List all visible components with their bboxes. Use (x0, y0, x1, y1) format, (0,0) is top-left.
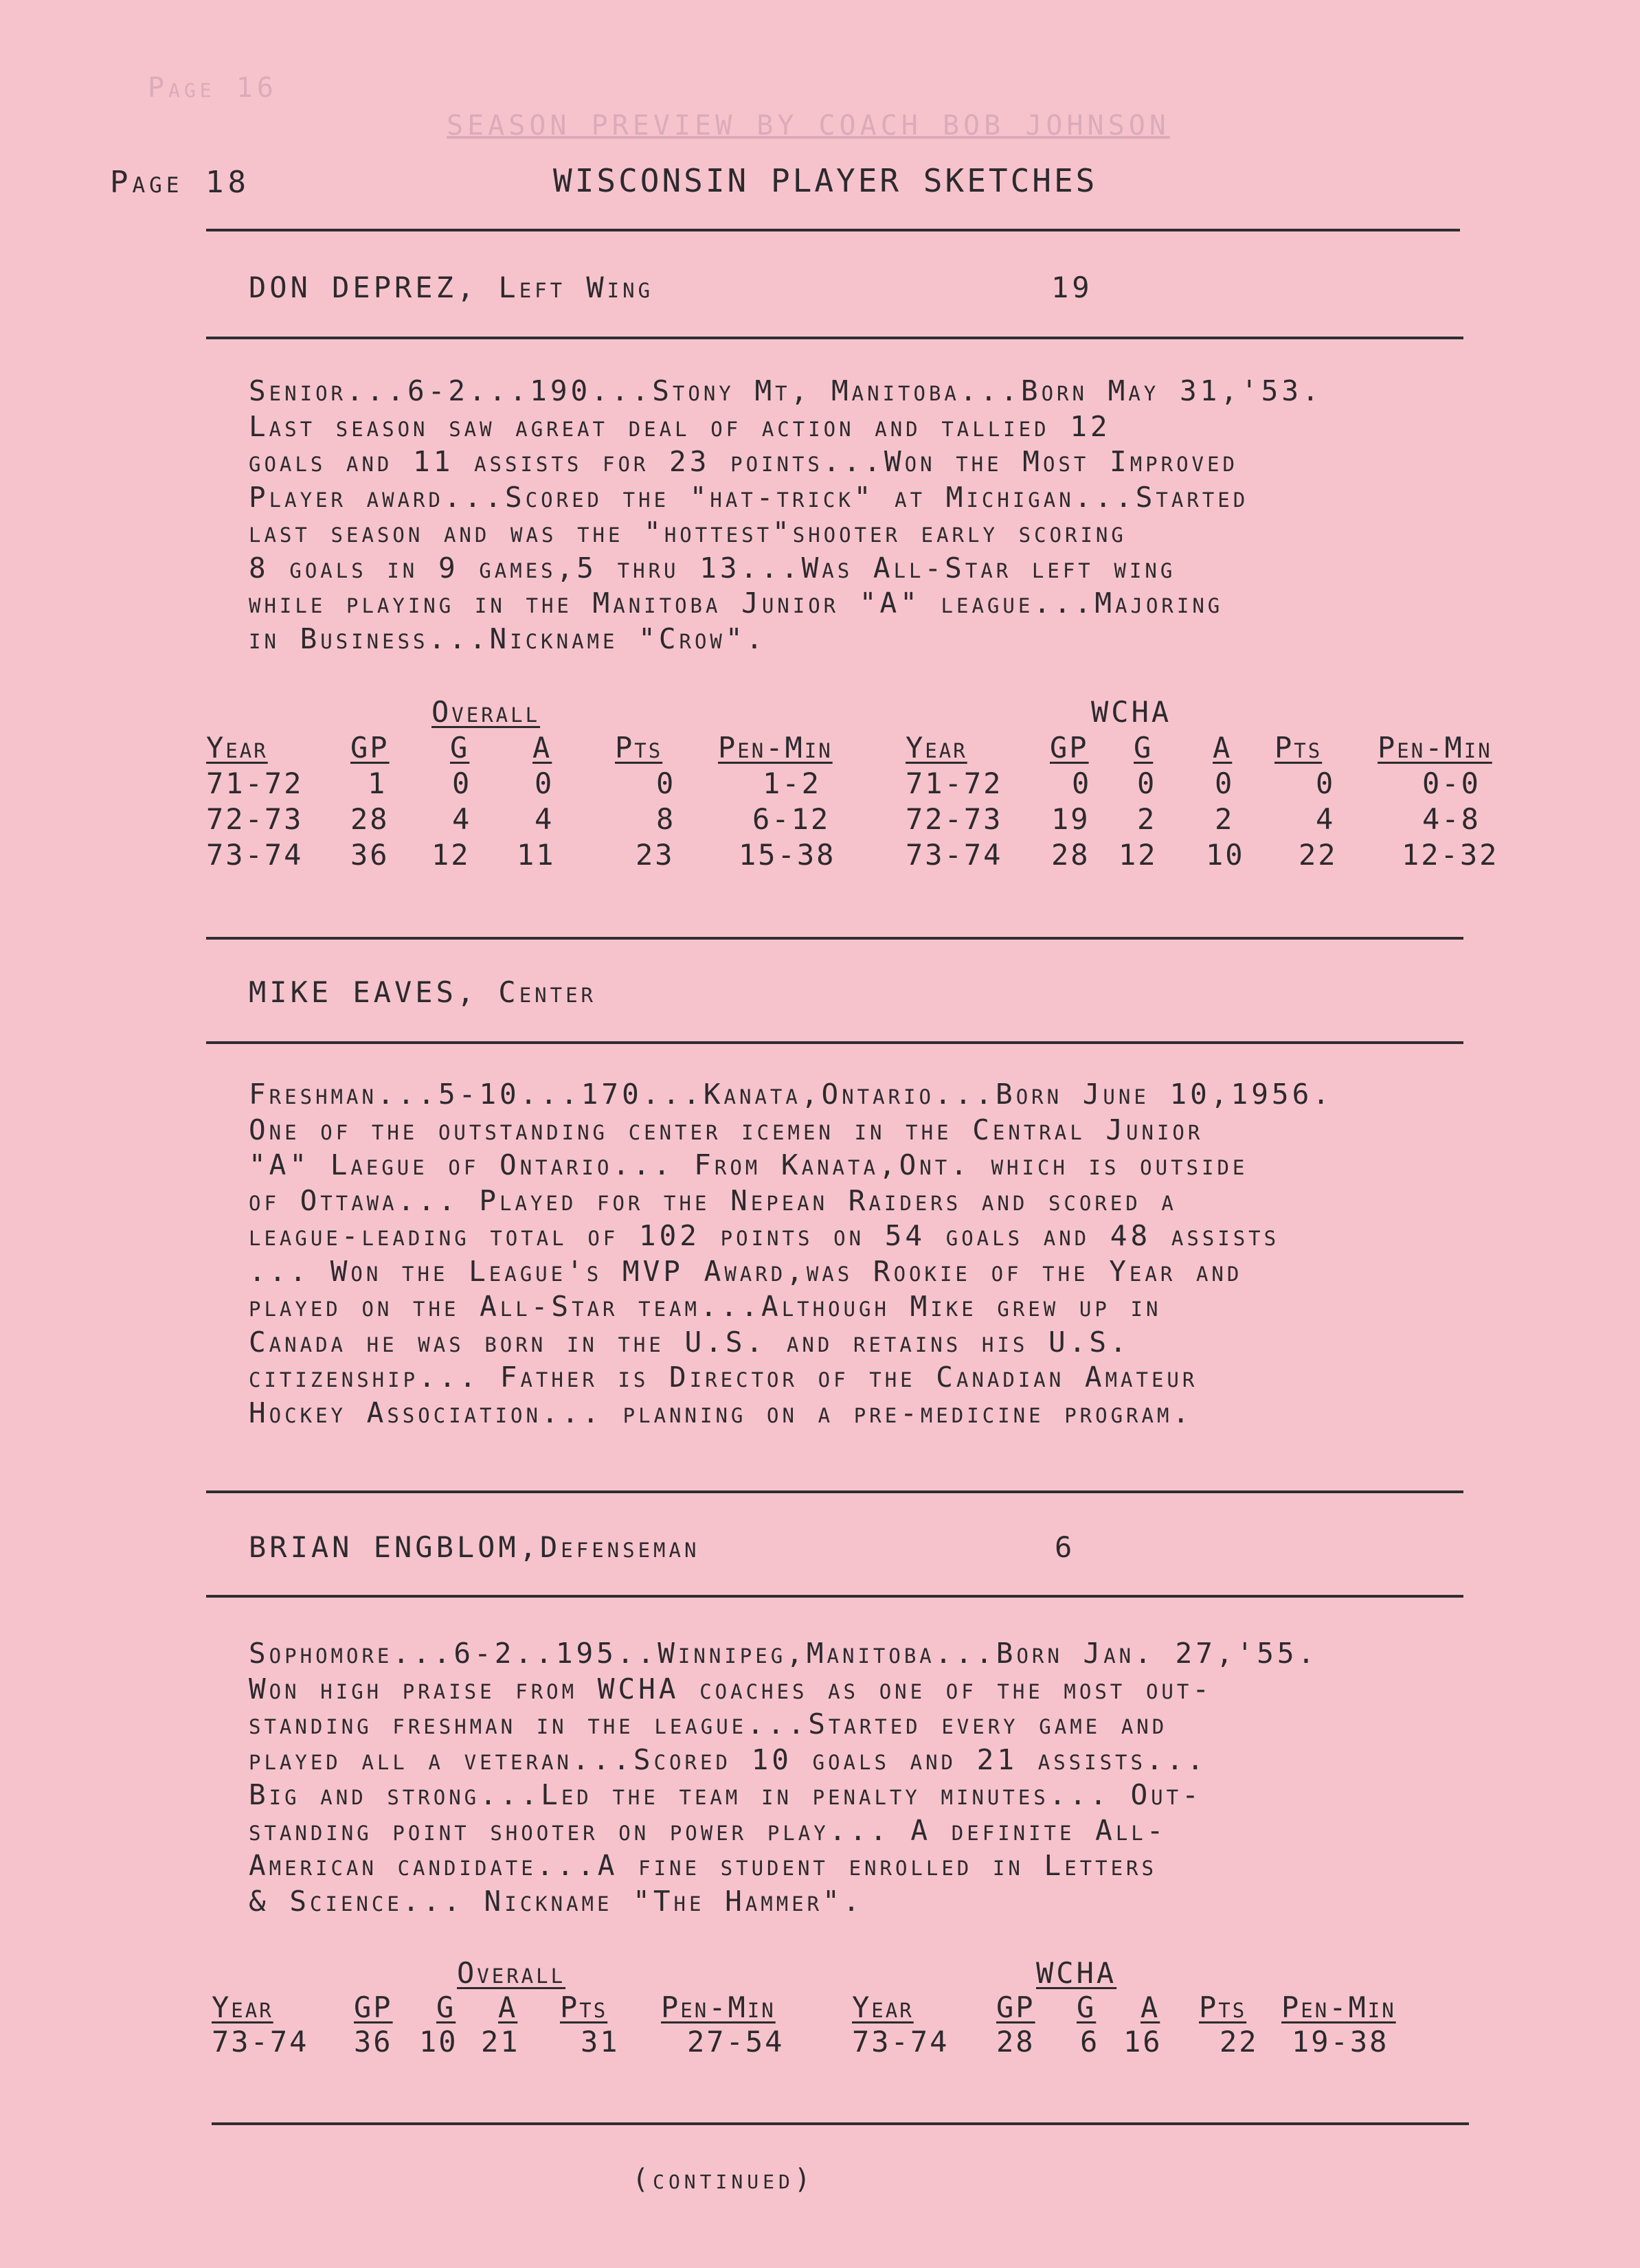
overall-label: Overall (431, 695, 541, 729)
player-name-deprez: DON DEPREZ, Left Wing (249, 271, 654, 304)
stat-cell: 28 (996, 2025, 1035, 2059)
col-g: G (450, 731, 470, 764)
section-rule (212, 2122, 1469, 2125)
bio-line: of Ottawa... Played for the Nepean Raiders and scored a (249, 1183, 1177, 1217)
bio-line: Senior...6-2...190...Stony Mt, Manitoba...Born May 31,'53. (249, 374, 1323, 407)
col-gp: GP (350, 731, 390, 764)
col-year: Year (212, 1991, 273, 2024)
stat-cell: 23 (636, 838, 675, 872)
col-year: Year (206, 731, 268, 764)
stat-cell: 36 (350, 838, 390, 872)
bio-line: played all a veteran...Scored 10 goals and 21 assists... (249, 1743, 1207, 1776)
bio-line: goals and 11 assists for 23 points...Won the Most Improved (249, 445, 1238, 478)
col-wcha-pts: Pts (1274, 731, 1323, 764)
stat-cell: 0-0 (1422, 767, 1481, 800)
stat-cell: 4 (1316, 802, 1336, 836)
stat-cell: 4-8 (1422, 802, 1481, 836)
bio-line: Hockey Association... planning on a pre-medicine program. (249, 1396, 1193, 1429)
stat-cell: 4 (452, 802, 472, 836)
col-wcha-g: G (1134, 731, 1154, 764)
bio-line: Last season saw agreat deal of action and tallied 12 (249, 409, 1111, 443)
stat-cell: 22 (1299, 838, 1338, 872)
stat-cell: 21 (481, 2025, 520, 2059)
stat-cell: 0 (1215, 767, 1235, 800)
section-rule (206, 937, 1463, 940)
stat-cell: 36 (354, 2025, 393, 2059)
stat-cell: 16 (1123, 2025, 1162, 2059)
section-rule (206, 337, 1463, 339)
stat-cell: 22 (1220, 2025, 1259, 2059)
bio-line: Freshman...5-10...170...Kanata,Ontario...Born June 10,1956. (249, 1078, 1333, 1111)
page-title: WISCONSIN PLAYER SKETCHES (553, 162, 1098, 199)
stat-cell: 73-74 (906, 838, 1003, 872)
stat-cell: 0 (535, 767, 554, 800)
col-a: A (532, 731, 552, 764)
stat-cell: 0 (656, 767, 676, 800)
bleed-through-title: SEASON PREVIEW BY COACH BOB JOHNSON (447, 110, 1170, 141)
bio-line: Sophomore...6-2..195..Winnipeg,Manitoba...Born Jan. 27,'55. (249, 1637, 1318, 1670)
bio-line: Canada he was born in the U.S. and retains his U.S. (249, 1325, 1130, 1359)
stat-cell: 0 (1316, 767, 1336, 800)
page-number: Page 18 (110, 165, 250, 200)
player-bio-deprez (249, 374, 1540, 657)
overall-label: Overall (457, 1956, 566, 1990)
stat-cell: 27-54 (687, 2025, 785, 2059)
col-wcha-g: G (1077, 1991, 1097, 2024)
stat-cell: 12 (1119, 838, 1158, 872)
stat-cell: 19 (1051, 802, 1090, 836)
stat-cell: 6-12 (752, 802, 831, 836)
header-rule (206, 229, 1460, 231)
stat-cell: 31 (581, 2025, 620, 2059)
bio-line: league-leading total of 102 points on 54 goals and 48 assists (249, 1219, 1280, 1252)
bio-line: 8 goals in 9 games,5 thru 13...Was All-Star left wing (249, 551, 1176, 585)
stat-cell: 71-72 (206, 767, 304, 800)
stat-cell: 10 (419, 2025, 458, 2059)
wcha-label: WCHA (1036, 1956, 1117, 1990)
stat-cell: 0 (1072, 767, 1092, 800)
wcha-label: WCHA (1091, 695, 1172, 729)
player-number-deprez: 19 (1051, 271, 1093, 304)
bio-line: standing point shooter on power play... A definite All- (249, 1813, 1167, 1847)
player-number-engblom: 6 (1055, 1530, 1076, 1564)
stat-cell: 0 (1137, 767, 1157, 800)
stat-cell: 28 (350, 802, 390, 836)
col-gp: GP (354, 1991, 393, 2024)
stat-cell: 19-38 (1292, 2025, 1389, 2059)
player-bio-eaves (249, 1077, 1540, 1431)
stat-cell: 10 (1206, 838, 1245, 872)
bio-line: in Business...Nickname "Crow". (249, 622, 767, 655)
col-wcha-gp: GP (996, 1991, 1035, 2024)
bio-line: Won high praise from WCHA coaches as one of the most out- (249, 1672, 1213, 1705)
stat-cell: 12 (431, 838, 471, 872)
col-pts: Pts (560, 1991, 608, 2024)
bio-line: played on the All-Star team...Although Mike grew up in (249, 1290, 1162, 1323)
bio-line: standing freshman in the league...Started every game and (249, 1708, 1168, 1740)
section-rule (206, 1490, 1463, 1493)
section-rule (206, 1595, 1463, 1598)
stat-cell: 6 (1080, 2025, 1100, 2059)
col-a: A (498, 1991, 518, 2024)
section-rule (206, 1041, 1463, 1044)
col-wcha-a: A (1213, 731, 1233, 764)
col-wcha-gp: GP (1050, 731, 1089, 764)
col-wcha-pen-min: Pen-Min (1378, 731, 1492, 764)
stat-cell: 0 (452, 767, 472, 800)
bio-line: American candidate...A fine student enrolled in Letters (249, 1849, 1157, 1882)
col-pen-min: Pen-Min (718, 731, 833, 764)
bio-line: Big and strong...Led the team in penalty minutes... Out- (249, 1778, 1202, 1811)
bio-line: while playing in the Manitoba Junior "A" league...Majoring (249, 587, 1224, 620)
stat-cell: 28 (1051, 838, 1090, 872)
col-wcha-a: A (1141, 1991, 1160, 2024)
stat-cell: 73-74 (212, 2025, 309, 2059)
stat-cell: 73-74 (852, 2025, 950, 2059)
bio-line: last season and was the "hottest"shooter early scoring (249, 516, 1127, 549)
stat-cell: 2 (1137, 802, 1157, 836)
bio-line: & Science... Nickname "The Hammer". (249, 1884, 864, 1918)
col-pts: Pts (615, 731, 663, 764)
bio-line: ... Won the League's MVP Award,was Rookie of the Year and (249, 1254, 1243, 1288)
bio-line: citizenship... Father is Director of the Canadian Amateur (249, 1361, 1198, 1394)
stat-cell: 1 (368, 767, 387, 800)
bleed-through-page-label: Page 16 (148, 72, 278, 104)
col-wcha-year: Year (852, 1991, 914, 2024)
col-wcha-pts: Pts (1199, 1991, 1247, 2024)
stat-cell: 2 (1215, 802, 1235, 836)
player-name-engblom: BRIAN ENGBLOM,Defenseman (249, 1530, 700, 1564)
col-g: G (436, 1991, 456, 2024)
stat-cell: 11 (517, 838, 556, 872)
stat-cell: 8 (656, 802, 676, 836)
stat-cell: 12-32 (1402, 838, 1499, 872)
stat-cell: 72-73 (206, 802, 304, 836)
bio-line: "A" Laegue of Ontario... From Kanata,Ont. which is outside (249, 1148, 1248, 1181)
player-bio-engblom (249, 1636, 1540, 1919)
col-wcha-pen-min: Pen-Min (1281, 1991, 1396, 2024)
bio-line: Player award...Scored the "hat-trick" at Michigan...Started (249, 480, 1249, 514)
col-wcha-year: Year (906, 731, 967, 764)
stat-cell: 4 (535, 802, 554, 836)
continued-footer: (continued) (632, 2164, 815, 2195)
stat-cell: 73-74 (206, 838, 304, 872)
bio-line: One of the outstanding center icemen in the Central Junior (249, 1113, 1204, 1146)
col-pen-min: Pen-Min (661, 1991, 776, 2024)
player-name-eaves: MIKE EAVES, Center (249, 975, 597, 1009)
stat-cell: 1-2 (763, 767, 821, 800)
stat-cell: 15-38 (739, 838, 836, 872)
stat-cell: 72-73 (906, 802, 1003, 836)
stat-cell: 71-72 (906, 767, 1003, 800)
